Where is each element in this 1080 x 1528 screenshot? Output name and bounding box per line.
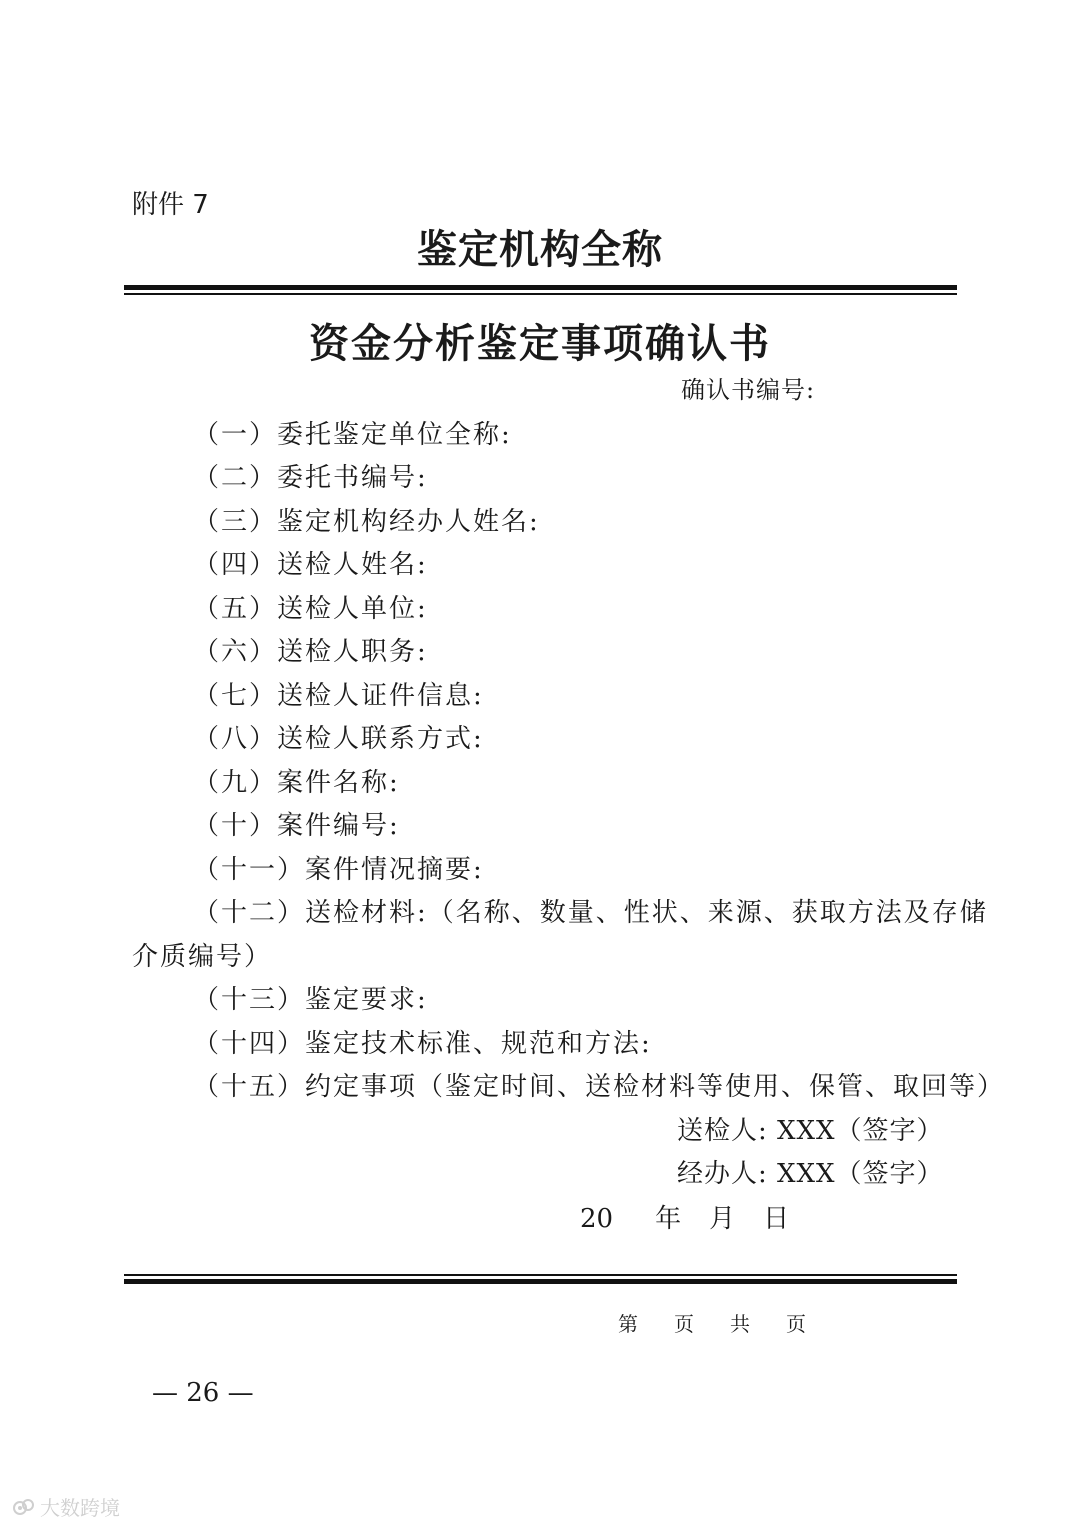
watermark-text: 大数跨境 — [40, 1496, 120, 1520]
item-12-continued: 介质编号） — [132, 942, 273, 972]
page-number: — 26 — — [152, 1378, 254, 1408]
date-year: 年 — [655, 1204, 682, 1234]
item-13: （十三）鉴定要求: — [193, 985, 428, 1015]
item-14: （十四）鉴定技术标准、规范和方法: — [193, 1029, 652, 1059]
item-3: （三）鉴定机构经办人姓名: — [193, 507, 540, 537]
attachment-label: 附件 7 — [132, 190, 209, 220]
page-label-ye1: 页 — [674, 1312, 694, 1336]
header-rule-thick — [124, 285, 957, 290]
date-line — [580, 1198, 789, 1235]
logo-icon — [12, 1496, 36, 1518]
item-8: （八）送检人联系方式: — [193, 724, 484, 754]
item-11: （十一）案件情况摘要: — [193, 855, 484, 885]
item-6: （六）送检人职务: — [193, 637, 428, 667]
handler-signature: 经办人: XXX（签字） — [677, 1159, 944, 1189]
footer-rule-thin — [124, 1274, 957, 1276]
item-4: （四）送检人姓名: — [193, 550, 428, 580]
document-title: 资金分析鉴定事项确认书 — [309, 320, 771, 367]
item-10: （十）案件编号: — [193, 811, 400, 841]
organization-name: 鉴定机构全称 — [417, 227, 663, 273]
item-9: （九）案件名称: — [193, 768, 400, 798]
item-2: （二）委托书编号: — [193, 463, 428, 493]
watermark — [12, 1492, 120, 1521]
page-count-line — [618, 1308, 842, 1337]
page-label-di: 第 — [618, 1312, 638, 1336]
header-rule-thin — [124, 293, 957, 295]
item-5: （五）送检人单位: — [193, 594, 428, 624]
item-1: （一）委托鉴定单位全称: — [193, 420, 512, 450]
certificate-number-label: 确认书编号: — [681, 376, 816, 404]
footer-rule-thick — [124, 1279, 957, 1284]
date-year-prefix: 20 — [580, 1204, 614, 1234]
date-day: 日 — [763, 1204, 790, 1234]
inspector-signature: 送检人: XXX（签字） — [677, 1116, 944, 1146]
page-label-gong: 共 — [730, 1312, 750, 1336]
page-label-ye2: 页 — [786, 1312, 806, 1336]
item-7: （七）送检人证件信息: — [193, 681, 484, 711]
item-12: （十二）送检材料:（名称、数量、性状、来源、获取方法及存储 — [193, 898, 988, 928]
date-month: 月 — [709, 1204, 736, 1234]
item-15: （十五）约定事项（鉴定时间、送检材料等使用、保管、取回等） — [193, 1072, 1006, 1102]
